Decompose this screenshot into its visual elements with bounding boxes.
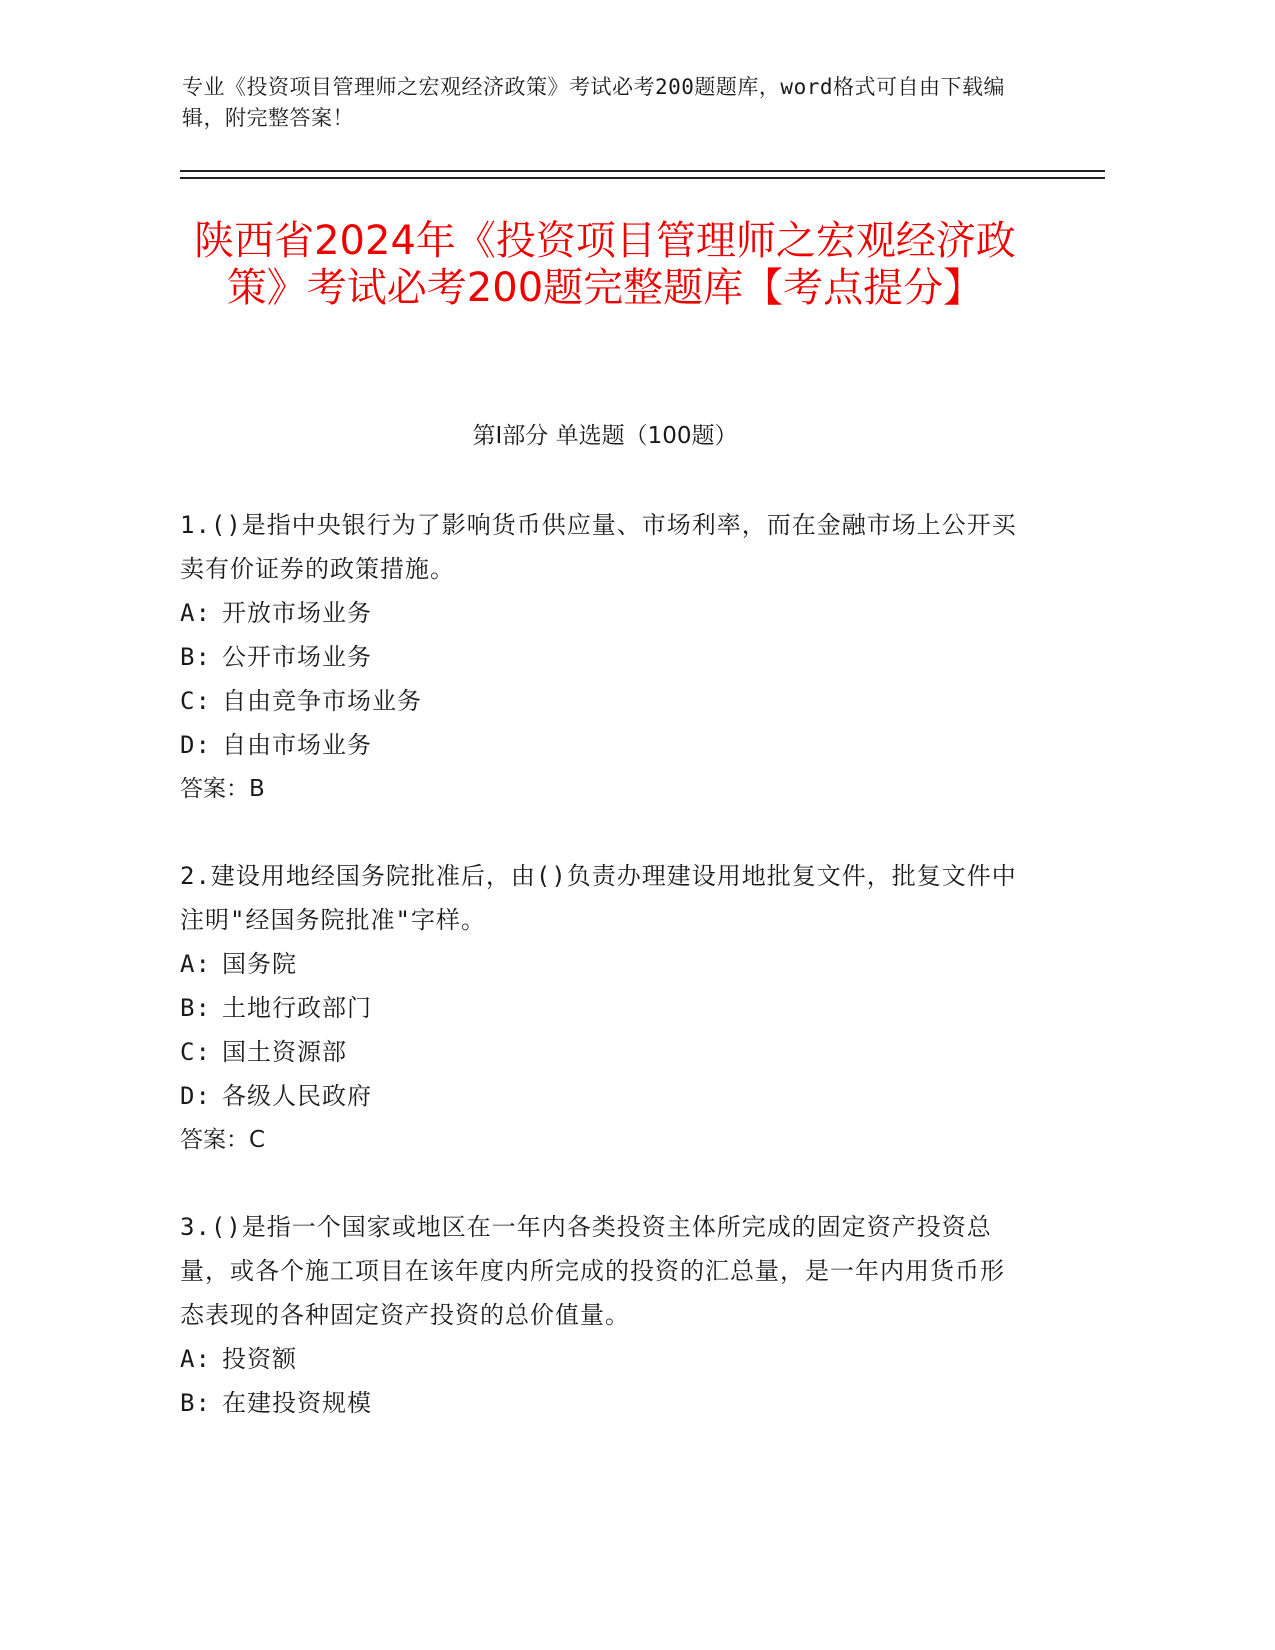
option-letter: A: — [180, 599, 211, 627]
question-text: 3.()是指一个国家或地区在一年内各类投资主体所完成的固定资产投资总量，或各个施工项目在该年度内所完成的投资的汇总量，是一年内用货币形态表现的各种固定资产投资的总价值量。 — [180, 1213, 1005, 1329]
option-b — [180, 986, 1025, 1030]
answer-line: 答案：B — [180, 776, 265, 802]
question-list — [180, 503, 1025, 1468]
option-d — [180, 1074, 1025, 1118]
option-text: 自由市场业务 — [222, 731, 372, 759]
option-letter: B: — [180, 1389, 211, 1417]
option-c — [180, 679, 1025, 723]
option-text: 公开市场业务 — [222, 643, 372, 671]
header-divider-bottom — [180, 177, 1105, 179]
option-text: 投资额 — [222, 1345, 297, 1373]
option-a — [180, 942, 1025, 986]
option-letter: B: — [180, 994, 211, 1022]
header-note: 专业《投资项目管理师之宏观经济政策》考试必考200题题库，word格式可自由下载编辑，附完整答案！ — [182, 75, 1005, 130]
question-2 — [180, 854, 1025, 1162]
option-text: 开放市场业务 — [222, 599, 372, 627]
option-letter: B: — [180, 643, 211, 671]
option-text: 各级人民政府 — [222, 1082, 372, 1110]
section-title: 第I部分 单选题（100题） — [472, 423, 738, 449]
document-title: 陕西省2024年《投资项目管理师之宏观经济政策》考试必考200题完整题库【考点提分】 — [194, 218, 1016, 311]
question-text: 2.建设用地经国务院批准后，由()负责办理建设用地批复文件，批复文件中注明"经国务院批准"字样。 — [180, 862, 1017, 934]
option-b — [180, 1381, 1025, 1425]
question-1 — [180, 503, 1025, 811]
option-letter: D: — [180, 1082, 211, 1110]
option-letter: A: — [180, 1345, 211, 1373]
option-a — [180, 591, 1025, 635]
question-text: 1.()是指中央银行为了影响货币供应量、市场利率，而在金融市场上公开买卖有价证券的政策措施。 — [180, 511, 1017, 583]
option-c — [180, 1030, 1025, 1074]
option-text: 国务院 — [222, 950, 297, 978]
option-a — [180, 1337, 1025, 1381]
option-text: 在建投资规模 — [222, 1389, 372, 1417]
option-letter: C: — [180, 1038, 211, 1066]
answer-line: 答案：C — [180, 1127, 266, 1153]
option-text: 国土资源部 — [222, 1038, 347, 1066]
header-divider-top — [180, 170, 1105, 172]
option-letter: C: — [180, 687, 211, 715]
option-letter: A: — [180, 950, 211, 978]
option-text: 自由竞争市场业务 — [222, 687, 422, 715]
question-3 — [180, 1205, 1025, 1425]
option-d — [180, 723, 1025, 767]
option-text: 土地行政部门 — [222, 994, 372, 1022]
option-letter: D: — [180, 731, 211, 759]
option-b — [180, 635, 1025, 679]
